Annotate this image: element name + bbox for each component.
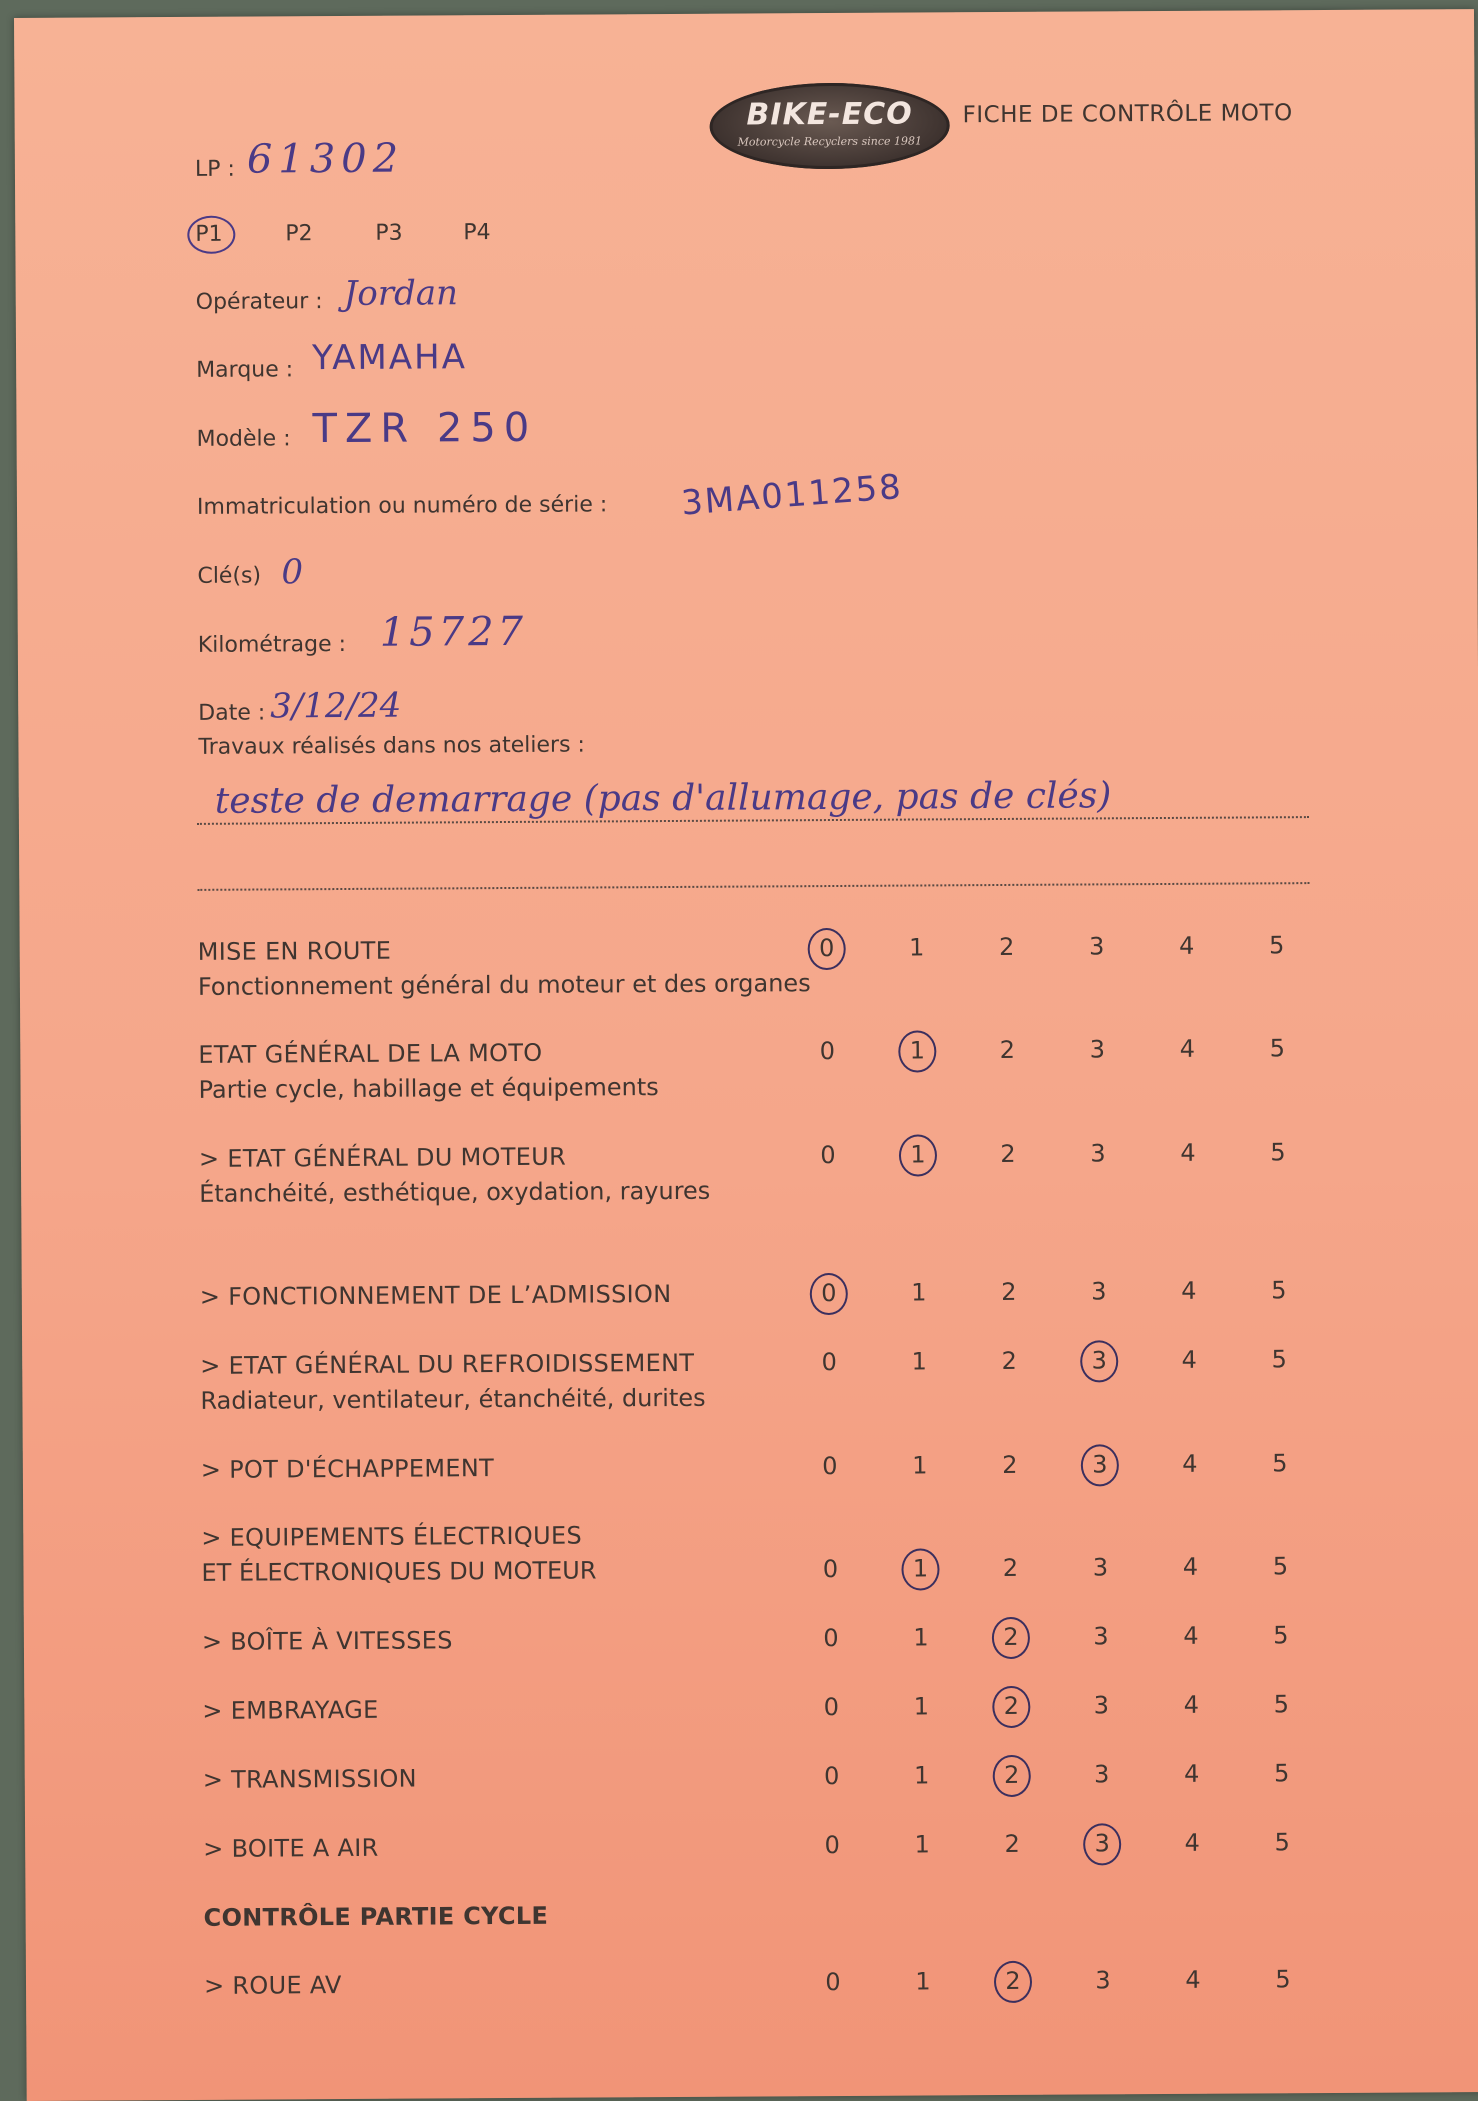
- rating-score: 1: [911, 1278, 927, 1307]
- rating-score: 5: [1271, 1276, 1287, 1305]
- rating-score: 2: [999, 1035, 1016, 1064]
- rating-score: 5: [1273, 1690, 1290, 1719]
- rating-score: 3: [1095, 1966, 1111, 1995]
- lp-value: 61302: [246, 135, 405, 183]
- rating-score: 5: [1270, 1138, 1286, 1167]
- rating-score: 1: [913, 1623, 929, 1652]
- position-p3: P3: [375, 220, 403, 246]
- rating-score-selected: 2: [996, 1623, 1026, 1651]
- mileage-value: 15727: [379, 608, 528, 656]
- rating-score: 2: [1002, 1553, 1019, 1582]
- rating-score: 5: [1271, 1345, 1287, 1374]
- rating-score: 2: [1001, 1277, 1017, 1306]
- registration-label: Immatriculation ou numéro de série :: [196, 492, 608, 520]
- rating-score: 3: [1090, 1139, 1106, 1168]
- rating-title: ETAT GÉNÉRAL DE LA MOTO: [198, 1038, 543, 1069]
- brand-label: Marque :: [196, 357, 294, 383]
- rating-score: 0: [825, 1967, 841, 1997]
- rating-title: > BOÎTE À VITESSES: [201, 1626, 453, 1656]
- rating-score: 2: [998, 932, 1015, 961]
- rating-score: 5: [1268, 931, 1285, 960]
- works-line-2: [197, 882, 1309, 891]
- keys-label: Clé(s): [197, 563, 262, 589]
- rating-score: 3: [1094, 1760, 1110, 1789]
- rating-score-selected: 3: [1085, 1450, 1115, 1478]
- rating-score: 0: [820, 1141, 836, 1170]
- rating-title: > TRANSMISSION: [202, 1764, 417, 1794]
- rating-score: 1: [911, 1347, 927, 1376]
- rating-score: 3: [1091, 1277, 1107, 1306]
- rating-score: 5: [1274, 1759, 1290, 1788]
- keys-value: 0: [281, 552, 304, 593]
- rating-title: > FONCTIONNEMENT DE L’ADMISSION: [199, 1280, 672, 1311]
- rating-score: 3: [1093, 1622, 1109, 1651]
- rating-subtitle: Fonctionnement général du moteur et des organes: [197, 969, 811, 1001]
- rating-score: 4: [1182, 1552, 1199, 1581]
- rating-subtitle: Radiateur, ventilateur, étanchéité, durites: [200, 1383, 706, 1415]
- rating-title: > ETAT GÉNÉRAL DU MOTEUR: [198, 1142, 567, 1173]
- rating-title: > BOITE A AIR: [203, 1833, 379, 1863]
- brand-value: YAMAHA: [311, 337, 468, 379]
- control-sheet: [14, 9, 1478, 2101]
- section-heading: CONTRÔLE PARTIE CYCLE: [203, 1901, 549, 1932]
- works-label: Travaux réalisés dans nos ateliers :: [198, 732, 585, 760]
- rating-score: 4: [1184, 1759, 1200, 1788]
- rating-title: > POT D'ÉCHAPPEMENT: [200, 1454, 495, 1484]
- position-p2: P2: [285, 221, 313, 247]
- date-value: 3/12/24: [270, 685, 402, 727]
- rating-score: 1: [912, 1451, 928, 1480]
- rating-score: 1: [908, 933, 925, 962]
- rating-score: 0: [822, 1554, 839, 1584]
- rating-score: 3: [1089, 1035, 1106, 1064]
- rating-score: 2: [1004, 1829, 1020, 1858]
- rating-score: 4: [1179, 1034, 1196, 1063]
- rating-score: 0: [819, 1037, 836, 1066]
- rating-score: 5: [1275, 1965, 1291, 1994]
- rating-score: 3: [1092, 1553, 1109, 1582]
- rating-title: MISE EN ROUTE: [197, 936, 392, 966]
- rating-score: 4: [1182, 1449, 1198, 1478]
- rating-score-selected: 1: [902, 1036, 932, 1064]
- rating-score: 2: [1001, 1346, 1017, 1375]
- rating-score: 5: [1274, 1828, 1290, 1857]
- rating-score: 5: [1273, 1621, 1289, 1650]
- rating-score: 4: [1180, 1138, 1196, 1167]
- rating-subtitle: Étanchéité, esthétique, oxydation, rayures: [199, 1176, 711, 1208]
- rating-score: 1: [914, 1830, 930, 1859]
- rating-subtitle: ET ÉLECTRONIQUES DU MOTEUR: [201, 1556, 597, 1587]
- rating-score: 0: [824, 1761, 840, 1791]
- rating-score-selected: 1: [903, 1140, 933, 1168]
- rating-score-selected: 0: [812, 934, 842, 962]
- rating-score: 4: [1185, 1965, 1201, 1994]
- rating-score: 4: [1183, 1690, 1200, 1719]
- registration-value: 3MA011258: [679, 466, 905, 524]
- mileage-label: Kilométrage :: [197, 631, 347, 658]
- rating-score: 4: [1181, 1345, 1197, 1374]
- logo-text: BIKE-ECO: [746, 96, 913, 133]
- rating-score: 4: [1178, 931, 1195, 960]
- logo-subtext: Motorcycle Recyclers since 1981: [737, 134, 923, 149]
- lp-label: LP :: [194, 156, 235, 182]
- rating-score: 5: [1272, 1449, 1288, 1478]
- rating-score-selected: 2: [998, 1967, 1028, 1995]
- sheet-title: FICHE DE CONTRÔLE MOTO: [962, 100, 1293, 129]
- bike-eco-logo: [709, 82, 950, 169]
- rating-score: 2: [1002, 1450, 1018, 1479]
- rating-title: > ROUE AV: [203, 1971, 342, 2000]
- rating-score-selected: 3: [1084, 1346, 1114, 1374]
- rating-score: 0: [823, 1692, 840, 1722]
- position-p1: P1: [195, 221, 223, 247]
- model-label: Modèle :: [196, 426, 291, 452]
- rating-score: 3: [1093, 1691, 1110, 1720]
- rating-score-selected: 2: [996, 1692, 1026, 1720]
- operator-label: Opérateur :: [195, 289, 323, 315]
- rating-score: 0: [823, 1623, 839, 1653]
- rating-score: 2: [1000, 1139, 1016, 1168]
- rating-score: 0: [822, 1451, 838, 1481]
- rating-score: 5: [1269, 1034, 1286, 1063]
- position-p4: P4: [463, 220, 491, 246]
- rating-score: 0: [824, 1830, 840, 1860]
- model-value: TZR 250: [312, 404, 538, 453]
- rating-score: 0: [821, 1347, 837, 1377]
- rating-score: 1: [914, 1761, 930, 1790]
- rating-score: 4: [1181, 1276, 1197, 1305]
- rating-score: 1: [913, 1692, 930, 1721]
- date-label: Date :: [198, 700, 266, 726]
- rating-score-selected: 0: [814, 1279, 844, 1307]
- rating-score-selected: 1: [905, 1554, 935, 1582]
- rating-score: 4: [1183, 1621, 1199, 1650]
- rating-subtitle: Partie cycle, habillage et équipements: [198, 1073, 659, 1104]
- rating-title: > EMBRAYAGE: [202, 1695, 379, 1725]
- operator-value: Jordan: [343, 273, 459, 314]
- works-value: teste de demarrage (pas d'allumage, pas de clés): [214, 775, 1112, 822]
- rating-title: > ETAT GÉNÉRAL DU REFROIDISSEMENT: [200, 1348, 695, 1380]
- rating-score: 5: [1272, 1552, 1289, 1581]
- rating-title: > EQUIPEMENTS ÉLECTRIQUES: [201, 1521, 583, 1552]
- rating-score-selected: 3: [1087, 1829, 1117, 1857]
- rating-score: 1: [915, 1967, 931, 1996]
- rating-score: 3: [1088, 932, 1105, 961]
- rating-score: 4: [1184, 1828, 1200, 1857]
- rating-score-selected: 2: [997, 1761, 1027, 1789]
